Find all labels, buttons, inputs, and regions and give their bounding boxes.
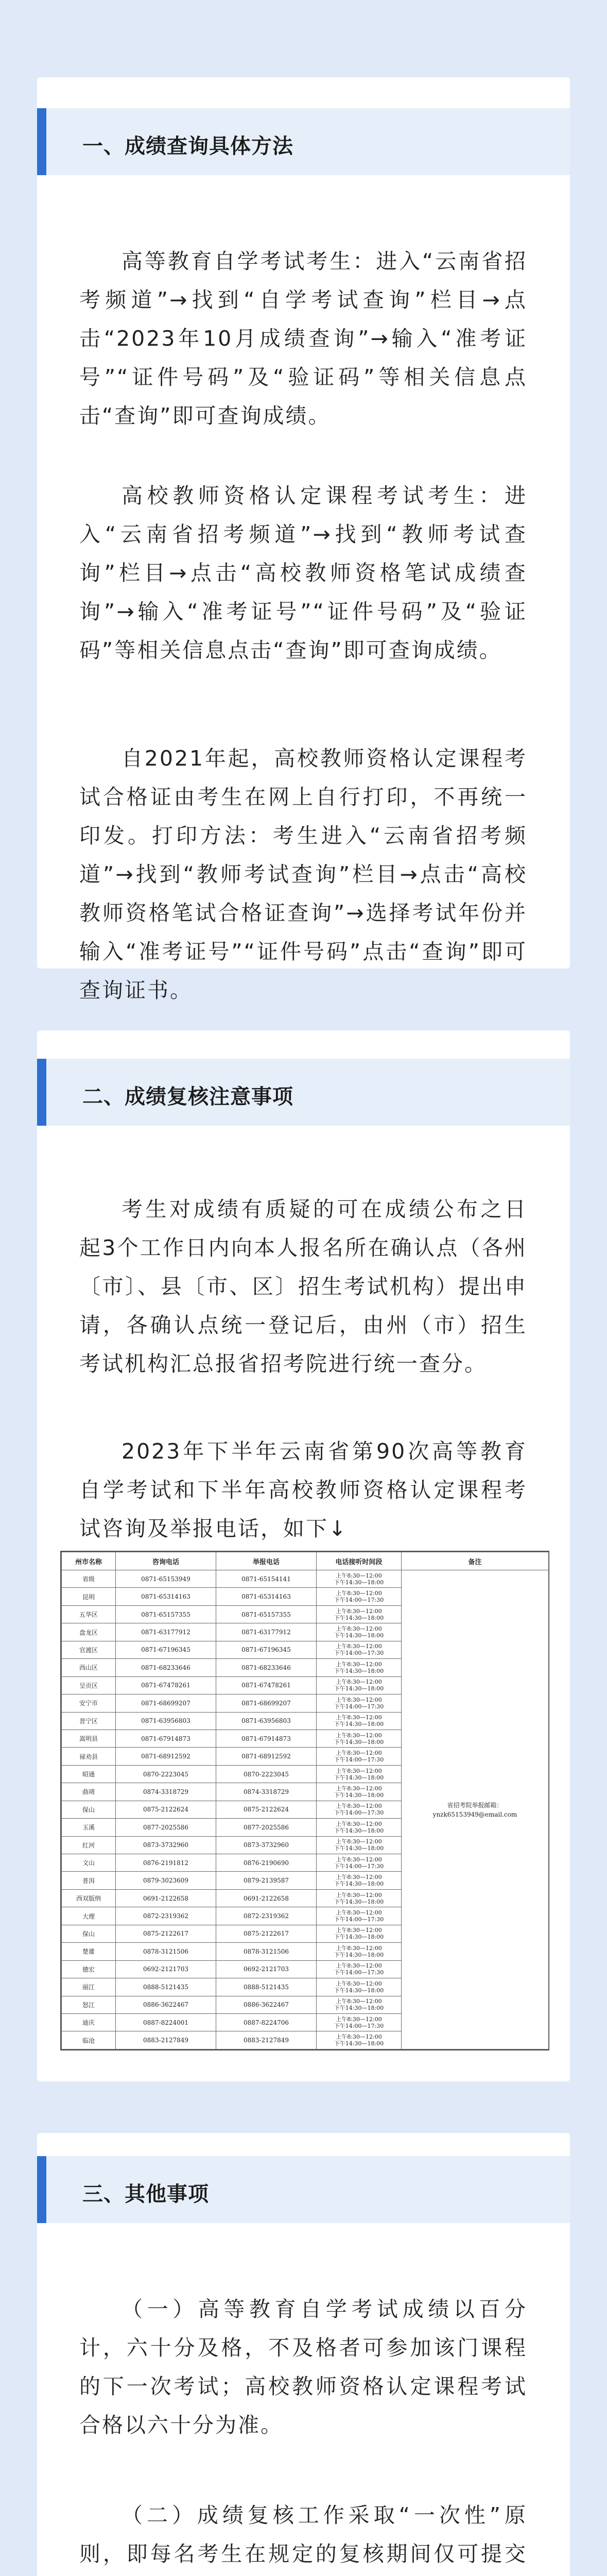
hours-pm: 下午14:00—17:30 (334, 1862, 384, 1870)
table-cell-hours (317, 1960, 402, 1978)
paragraph: （二）成绩复核工作采取“一次性”原则，即每名考生在规定的复核期间仅可提交 (79, 2503, 527, 2566)
table-cell-report: 0875-2122617 (216, 1925, 317, 1942)
table-cell-name: 文山 (62, 1854, 116, 1872)
table-cell-hours (317, 1623, 402, 1641)
table-cell-report: 0871-65314163 (216, 1588, 317, 1605)
table-cell-hours (317, 1819, 402, 1836)
table-cell-name: 怒江 (62, 1996, 116, 2013)
table-cell-consult: 0871-63177912 (116, 1623, 216, 1641)
table-cell-consult: 0875-2122624 (116, 1801, 216, 1818)
table-cell-report: 0871-63956803 (216, 1712, 317, 1730)
hours-am: 上午8:30—12:00 (336, 1944, 382, 1952)
hours-pm: 下午14:30—18:00 (334, 1898, 384, 1905)
hours-am: 上午8:30—12:00 (336, 1572, 382, 1579)
table-cell-consult: 0878-3121506 (116, 1943, 216, 1960)
hours-pm: 下午14:30—18:00 (334, 1827, 384, 1834)
hours-am: 上午8:30—12:00 (336, 1962, 382, 1970)
table-cell-consult: 0871-68912592 (116, 1748, 216, 1765)
table-cell-hours (317, 2031, 402, 2049)
hours-pm: 下午14:30—18:00 (334, 2040, 384, 2047)
hours-pm: 下午14:30—18:00 (334, 1791, 384, 1799)
table-cell-name: 禄劝县 (62, 1748, 116, 1765)
hours-am: 上午8:30—12:00 (336, 1927, 382, 1934)
hours-am: 上午8:30—12:00 (336, 1980, 382, 1987)
hours-am: 上午8:30—12:00 (336, 1679, 382, 1686)
table-cell-name: 省级 (62, 1570, 116, 1588)
table-cell-report: 0871-67478261 (216, 1676, 317, 1694)
hours-am: 上午8:30—12:00 (336, 1590, 382, 1597)
table-cell-report: 0871-65157355 (216, 1605, 317, 1623)
table-cell-consult: 0871-67478261 (116, 1676, 216, 1694)
hours-pm: 下午14:00—17:30 (334, 1916, 384, 1923)
table-cell-hours (317, 1925, 402, 1942)
hours-pm: 下午14:00—17:30 (334, 1650, 384, 1657)
section-heading-text: 二、成绩复核注意事项 (82, 1085, 293, 1109)
table-cell-hours (317, 1907, 402, 1925)
hours-am: 上午8:30—12:00 (336, 1660, 382, 1668)
hours-am: 上午8:30—12:00 (336, 1767, 382, 1774)
table-cell-hours (317, 1996, 402, 2013)
table-header-row (62, 1552, 549, 1570)
table-cell-consult: 0871-67196345 (116, 1641, 216, 1658)
hours-pm: 下午14:30—18:00 (334, 1880, 384, 1888)
hours-pm: 下午14:30—18:00 (334, 1738, 384, 1745)
hours-pm: 下午14:00—17:30 (334, 1703, 384, 1710)
hours-pm: 下午14:30—18:00 (334, 1987, 384, 1994)
table-cell-consult: 0876-2191812 (116, 1854, 216, 1872)
table-cell-hours (317, 1730, 402, 1747)
table-cell-report: 0879-2139587 (216, 1872, 317, 1889)
contact-table (60, 1551, 549, 2050)
header-cell: 举报电话 (216, 1552, 317, 1570)
table-cell-name: 晋宁区 (62, 1712, 116, 1730)
table-cell-consult: 0875-2122617 (116, 1925, 216, 1942)
note-label: 省招考院举报邮箱： (447, 1801, 503, 1809)
hours-pm: 下午14:30—18:00 (334, 1667, 384, 1674)
section-heading-text: 一、成绩查询具体方法 (82, 134, 293, 158)
table-cell-consult: 0870-2223045 (116, 1765, 216, 1783)
table-cell-consult: 0691-2122658 (116, 1889, 216, 1907)
header-cell: 州市名称 (62, 1552, 116, 1570)
table-cell-report: 0876-2190690 (216, 1854, 317, 1872)
table-cell-hours (317, 1889, 402, 1907)
table-cell-consult: 0877-2025586 (116, 1819, 216, 1836)
table-cell-name: 丽江 (62, 1978, 116, 1996)
table-cell-consult: 0887-8224001 (116, 2013, 216, 2031)
hours-am: 上午8:30—12:00 (336, 1998, 382, 2005)
hours-am: 上午8:30—12:00 (336, 1909, 382, 1917)
table-cell-hours (317, 2013, 402, 2031)
table-cell-consult: 0871-65153949 (116, 1570, 216, 1588)
table-cell-name: 楚雄 (62, 1943, 116, 1960)
table-cell-name: 呈贡区 (62, 1676, 116, 1694)
hours-pm: 下午14:30—18:00 (334, 1774, 384, 1781)
paragraph: （一）高等教育自学考试成绩以百分计，六十分及格，不及格者可参加该门课程的下一次考试；高校教师资格认定课程考试合格以六十分为准。 (79, 2297, 527, 2437)
table-cell-name: 大理 (62, 1907, 116, 1925)
table-cell-hours (317, 1783, 402, 1801)
hours-am: 上午8:30—12:00 (336, 1732, 382, 1739)
table-cell-hours (317, 1676, 402, 1694)
header-cell: 备注 (402, 1552, 549, 1570)
table-cell-consult: 0879-3023609 (116, 1872, 216, 1889)
table-cell-name: 曲靖 (62, 1783, 116, 1801)
hours-am: 上午8:30—12:00 (336, 1803, 382, 1810)
hours-am: 上午8:30—12:00 (336, 1856, 382, 1863)
table-cell-consult: 0871-67914873 (116, 1730, 216, 1747)
table-cell-consult: 0871-65314163 (116, 1588, 216, 1605)
table-cell-hours (317, 1712, 402, 1730)
table-cell-consult: 0692-2121703 (116, 1960, 216, 1978)
table-cell-name: 盘龙区 (62, 1623, 116, 1641)
table-cell-consult: 0871-68699207 (116, 1694, 216, 1712)
hours-pm: 下午14:30—18:00 (334, 1614, 384, 1621)
hours-am: 上午8:30—12:00 (336, 2015, 382, 2023)
table-cell-report: 0692-2121703 (216, 1960, 317, 1978)
hours-am: 上午8:30—12:00 (336, 1820, 382, 1827)
table-cell-report: 0871-65154141 (216, 1570, 317, 1588)
table-cell-report: 0873-3732960 (216, 1836, 317, 1854)
table-cell-name: 安宁市 (62, 1694, 116, 1712)
table-cell-report: 0877-2025586 (216, 1819, 317, 1836)
table-cell-report: 0887-8224706 (216, 2013, 317, 2031)
table-cell-name: 保山 (62, 1925, 116, 1942)
hours-pm: 下午14:00—17:30 (334, 1597, 384, 1604)
paragraph: 高等教育自学考试考生：进入“云南省招考频道”→找到“自学考试查询”栏目→点击“2023年10月成绩查询”→输入“准考证号”“证件号码”及“验证码”等相关信息点击“查询”即可查询成绩。 (79, 249, 527, 428)
table-cell-hours (317, 1748, 402, 1765)
hours-pm: 下午14:30—18:00 (334, 1934, 384, 1941)
hours-am: 上午8:30—12:00 (336, 1643, 382, 1650)
table-cell-report: 0875-2122624 (216, 1801, 317, 1818)
section-card-3 (37, 2133, 570, 2576)
table-cell-name: 普洱 (62, 1872, 116, 1889)
hours-am: 上午8:30—12:00 (336, 1891, 382, 1899)
hours-pm: 下午14:30—18:00 (334, 1685, 384, 1692)
table-cell-hours (317, 1836, 402, 1854)
paragraph: 考生对成绩有质疑的可在成绩公布之日起3个工作日内向本人报名所在确认点（各州〔市〕、县〔市、区〕招生考试机构）提出申请，各确认点统一登记后，由州（市）招生考试机构汇总报省招考院进行统一查分。 (79, 1197, 527, 1376)
table-cell-consult: 0871-65157355 (116, 1605, 216, 1623)
table-cell-consult: 0871-68233646 (116, 1659, 216, 1676)
table-cell-name: 德宏 (62, 1960, 116, 1978)
table-cell-consult: 0874-3318729 (116, 1783, 216, 1801)
table-cell-consult: 0871-63956803 (116, 1712, 216, 1730)
table-cell-name: 西山区 (62, 1659, 116, 1676)
table-cell-report: 0871-63177912 (216, 1623, 317, 1641)
hours-pm: 下午14:30—18:00 (334, 1632, 384, 1639)
paragraph: 自2021年起，高校教师资格认定课程考试合格证由考生在网上自行打印，不再统一印发。打印方法：考生进入“云南省招考频道”→找到“教师考试查询”栏目→点击“高校教师资格笔试合格证查询”→选择考试年份并输入“准考证号”“证件号码”点击“查询”即可查询证书。 (79, 746, 527, 1003)
table-cell-report: 0886-3622467 (216, 1996, 317, 2013)
table-cell-hours (317, 1641, 402, 1658)
hours-am: 上午8:30—12:00 (336, 1785, 382, 1792)
table-cell-hours (317, 1605, 402, 1623)
hours-pm: 下午14:00—17:30 (334, 1969, 384, 1976)
hours-am: 上午8:30—12:00 (336, 1750, 382, 1757)
table-cell-hours (317, 1978, 402, 1996)
hours-pm: 下午14:00—17:30 (334, 1809, 384, 1817)
table-row (62, 1570, 549, 1588)
hours-pm: 下午14:30—18:00 (334, 1951, 384, 1958)
table-cell-name: 红河 (62, 1836, 116, 1854)
table-cell-hours (317, 1872, 402, 1889)
table-cell-report: 0872-2319362 (216, 1907, 317, 1925)
table-cell-report: 0871-68912592 (216, 1748, 317, 1765)
table-cell-name: 五华区 (62, 1605, 116, 1623)
table-cell-name: 迪庆 (62, 2013, 116, 2031)
table-cell-hours (317, 1694, 402, 1712)
table-cell-report: 0871-67914873 (216, 1730, 317, 1747)
hours-pm: 下午14:30—18:00 (334, 2005, 384, 2012)
table-cell-consult: 0886-3622467 (116, 1996, 216, 2013)
table-cell-hours (317, 1570, 402, 1588)
hours-am: 上午8:30—12:00 (336, 1714, 382, 1721)
table-cell-report: 0871-68233646 (216, 1659, 317, 1676)
table-cell-name: 昆明 (62, 1588, 116, 1605)
hours-pm: 下午14:00—17:30 (334, 2022, 384, 2029)
table-cell-name: 玉溪 (62, 1819, 116, 1836)
table-note (402, 1570, 549, 2049)
table-cell-report: 0870-2223045 (216, 1765, 317, 1783)
table-cell-hours (317, 1659, 402, 1676)
table-cell-consult: 0873-3732960 (116, 1836, 216, 1854)
hours-pm: 下午14:30—18:00 (334, 1721, 384, 1728)
table-cell-report: 0878-3121506 (216, 1943, 317, 1960)
paragraph: 高校教师资格认定课程考试考生：进入“云南省招考频道”→找到“教师考试查询”栏目→点击“高校教师资格笔试成绩查询”→输入“准考证号”“证件号码”及“验证码”等相关信息点击“查询”即可查询成绩。 (79, 483, 527, 663)
hours-am: 上午8:30—12:00 (336, 1625, 382, 1633)
table-cell-hours (317, 1801, 402, 1818)
table-cell-report: 0871-68699207 (216, 1694, 317, 1712)
hours-pm: 下午14:30—18:00 (334, 1579, 384, 1586)
table-cell-report: 0871-67196345 (216, 1641, 317, 1658)
table-cell-hours (317, 1854, 402, 1872)
table-cell-consult: 0888-5121435 (116, 1978, 216, 1996)
section-heading-2 (37, 1059, 570, 1126)
header-cell: 咨询电话 (116, 1552, 216, 1570)
table-cell-hours (317, 1765, 402, 1783)
hours-pm: 下午14:30—18:00 (334, 1845, 384, 1852)
section-card-1 (37, 77, 570, 1003)
hours-am: 上午8:30—12:00 (336, 1696, 382, 1703)
section-card-2 (37, 1030, 570, 2081)
table-cell-name: 西双版纳 (62, 1889, 116, 1907)
table-cell-report: 0874-3318729 (216, 1783, 317, 1801)
table-cell-consult: 0883-2127849 (116, 2031, 216, 2049)
table-cell-name: 嵩明县 (62, 1730, 116, 1747)
table-cell-name: 昭通 (62, 1765, 116, 1783)
hours-am: 上午8:30—12:00 (336, 1838, 382, 1845)
hours-am: 上午8:30—12:00 (336, 1607, 382, 1615)
section-heading-text: 三、其他事项 (82, 2182, 209, 2206)
hours-pm: 下午14:00—17:30 (334, 1756, 384, 1764)
table-cell-consult: 0872-2319362 (116, 1907, 216, 1925)
table-cell-hours (317, 1588, 402, 1605)
section-heading-3 (37, 2156, 570, 2223)
table-cell-report: 0691-2122658 (216, 1889, 317, 1907)
section-heading-1 (37, 108, 570, 175)
table-cell-report: 0883-2127849 (216, 2031, 317, 2049)
table-cell-report: 0888-5121435 (216, 1978, 317, 1996)
hours-am: 上午8:30—12:00 (336, 1874, 382, 1881)
paragraph: 2023年下半年云南省第90次高等教育自学考试和下半年高校教师资格认定课程考试咨询及举报电话，如下↓ (79, 1439, 527, 1541)
table-cell-name: 官渡区 (62, 1641, 116, 1658)
header-cell: 电话接听时间段 (317, 1552, 402, 1570)
table-cell-name: 临沧 (62, 2031, 116, 2049)
note-email: ynzk65153949@email.com (432, 1810, 517, 1818)
table-cell-name: 保山 (62, 1801, 116, 1818)
hours-am: 上午8:30—12:00 (336, 2033, 382, 2041)
table-cell-hours (317, 1943, 402, 1960)
